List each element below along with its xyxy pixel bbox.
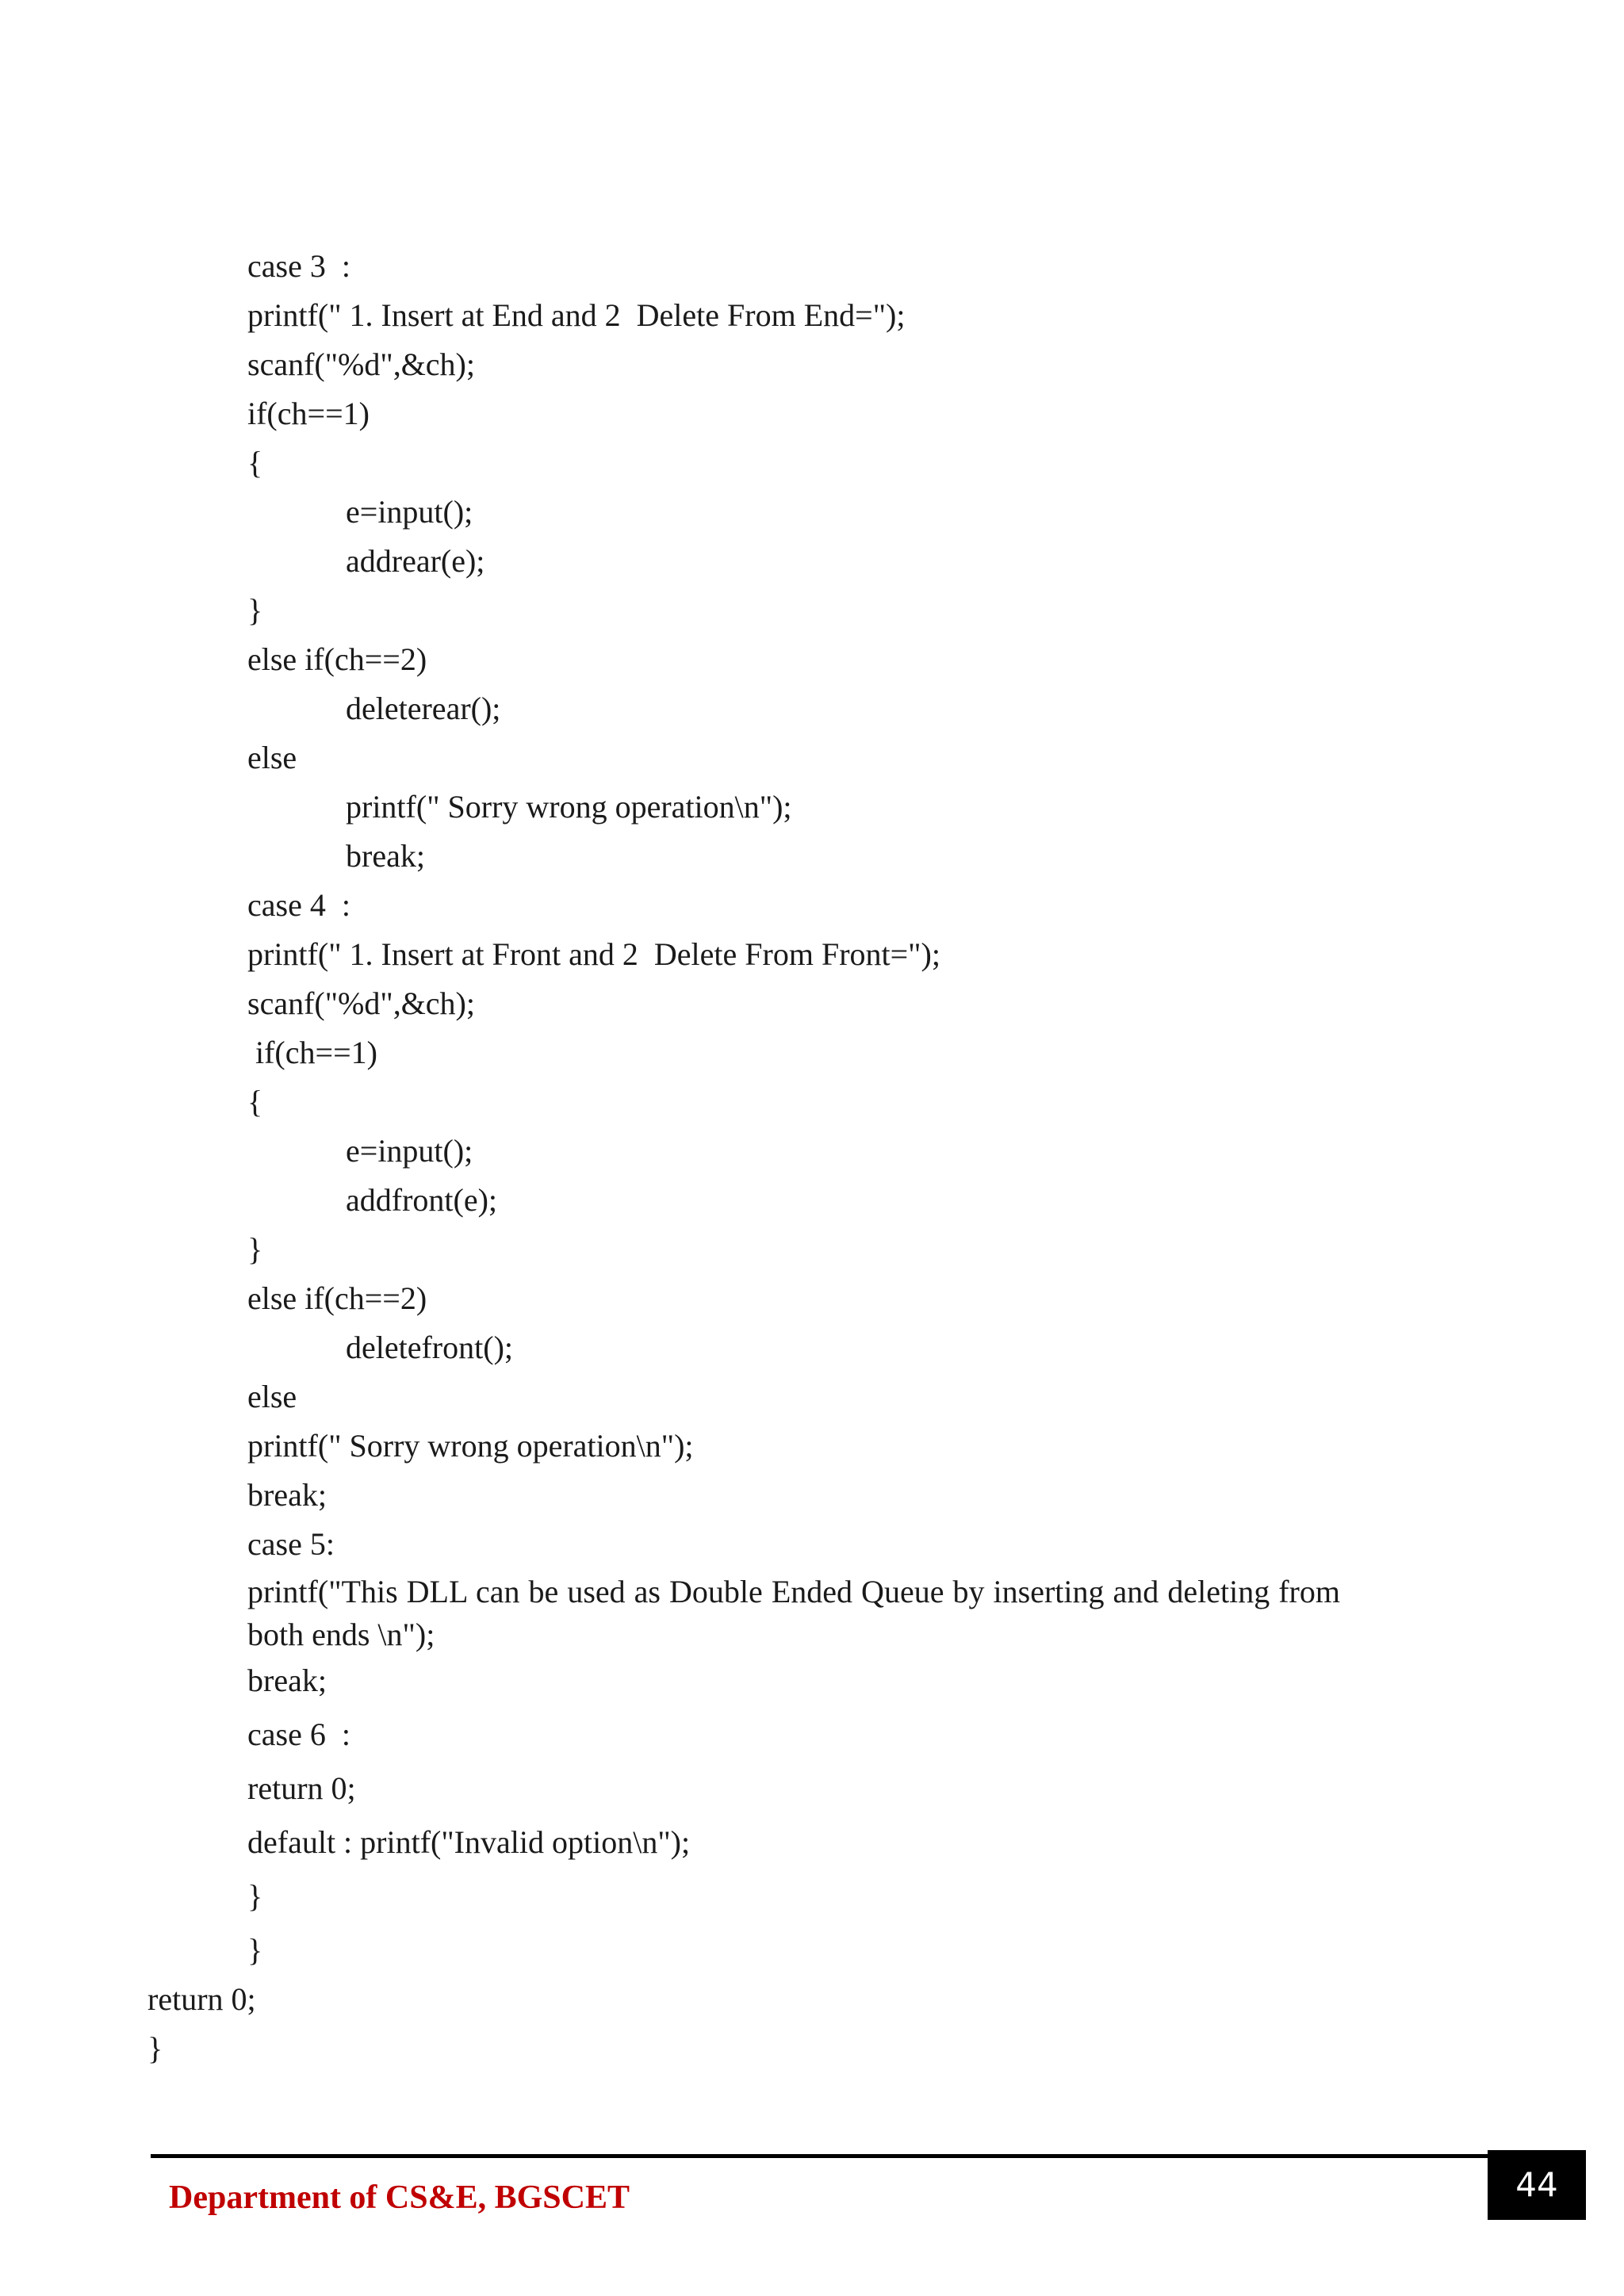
code-line: case 6 : <box>247 1716 350 1752</box>
code-line: printf(" Sorry wrong operation\n"); <box>247 1428 694 1464</box>
footer-divider <box>151 2154 1583 2158</box>
code-line: { <box>247 445 263 480</box>
code-line: break; <box>247 1477 327 1513</box>
code-line: } <box>247 592 263 628</box>
code-line: else <box>247 740 297 775</box>
code-line: addrear(e); <box>346 543 485 579</box>
code-line: if(ch==1) <box>247 396 370 431</box>
code-line: else <box>247 1379 297 1414</box>
code-line: if(ch==1) <box>247 1035 377 1070</box>
code-line: scanf("%d",&ch); <box>247 985 475 1021</box>
code-line: } <box>247 1932 263 1968</box>
code-line: printf(" 1. Insert at Front and 2 Delete From Front="); <box>247 936 940 972</box>
code-line: case 4 : <box>247 887 350 923</box>
code-line: default : printf("Invalid option\n"); <box>247 1824 691 1860</box>
code-line: e=input(); <box>346 494 473 530</box>
footer-department: Department of CS&E, BGSCET <box>169 2179 630 2216</box>
code-line: } <box>247 1878 263 1914</box>
code-line: break; <box>346 838 425 874</box>
code-line: printf(" 1. Insert at End and 2 Delete From End="); <box>247 297 906 333</box>
code-line: e=input(); <box>346 1133 473 1169</box>
code-line: deleterear(); <box>346 691 501 726</box>
code-line: case 3 : <box>247 248 350 284</box>
code-line: { <box>247 1084 263 1119</box>
code-line: } <box>147 2030 163 2066</box>
code-line: } <box>247 1231 263 1267</box>
code-line: addfront(e); <box>346 1182 498 1218</box>
page-number: 44 <box>1488 2150 1586 2220</box>
code-line: else if(ch==2) <box>247 641 427 677</box>
code-line: return 0; <box>247 1770 356 1806</box>
code-line: break; <box>247 1663 327 1698</box>
code-line: return 0; <box>147 1981 256 2017</box>
code-line: scanf("%d",&ch); <box>247 346 475 382</box>
code-line: deletefront(); <box>346 1330 513 1365</box>
code-line-wrapped: printf("This DLL can be used as Double Ended Queue by inserting and deleting from both ends \n"); <box>247 1574 1340 1652</box>
code-line: else if(ch==2) <box>247 1280 427 1316</box>
code-line: printf(" Sorry wrong operation\n"); <box>346 789 792 825</box>
code-line: case 5: <box>247 1526 335 1562</box>
